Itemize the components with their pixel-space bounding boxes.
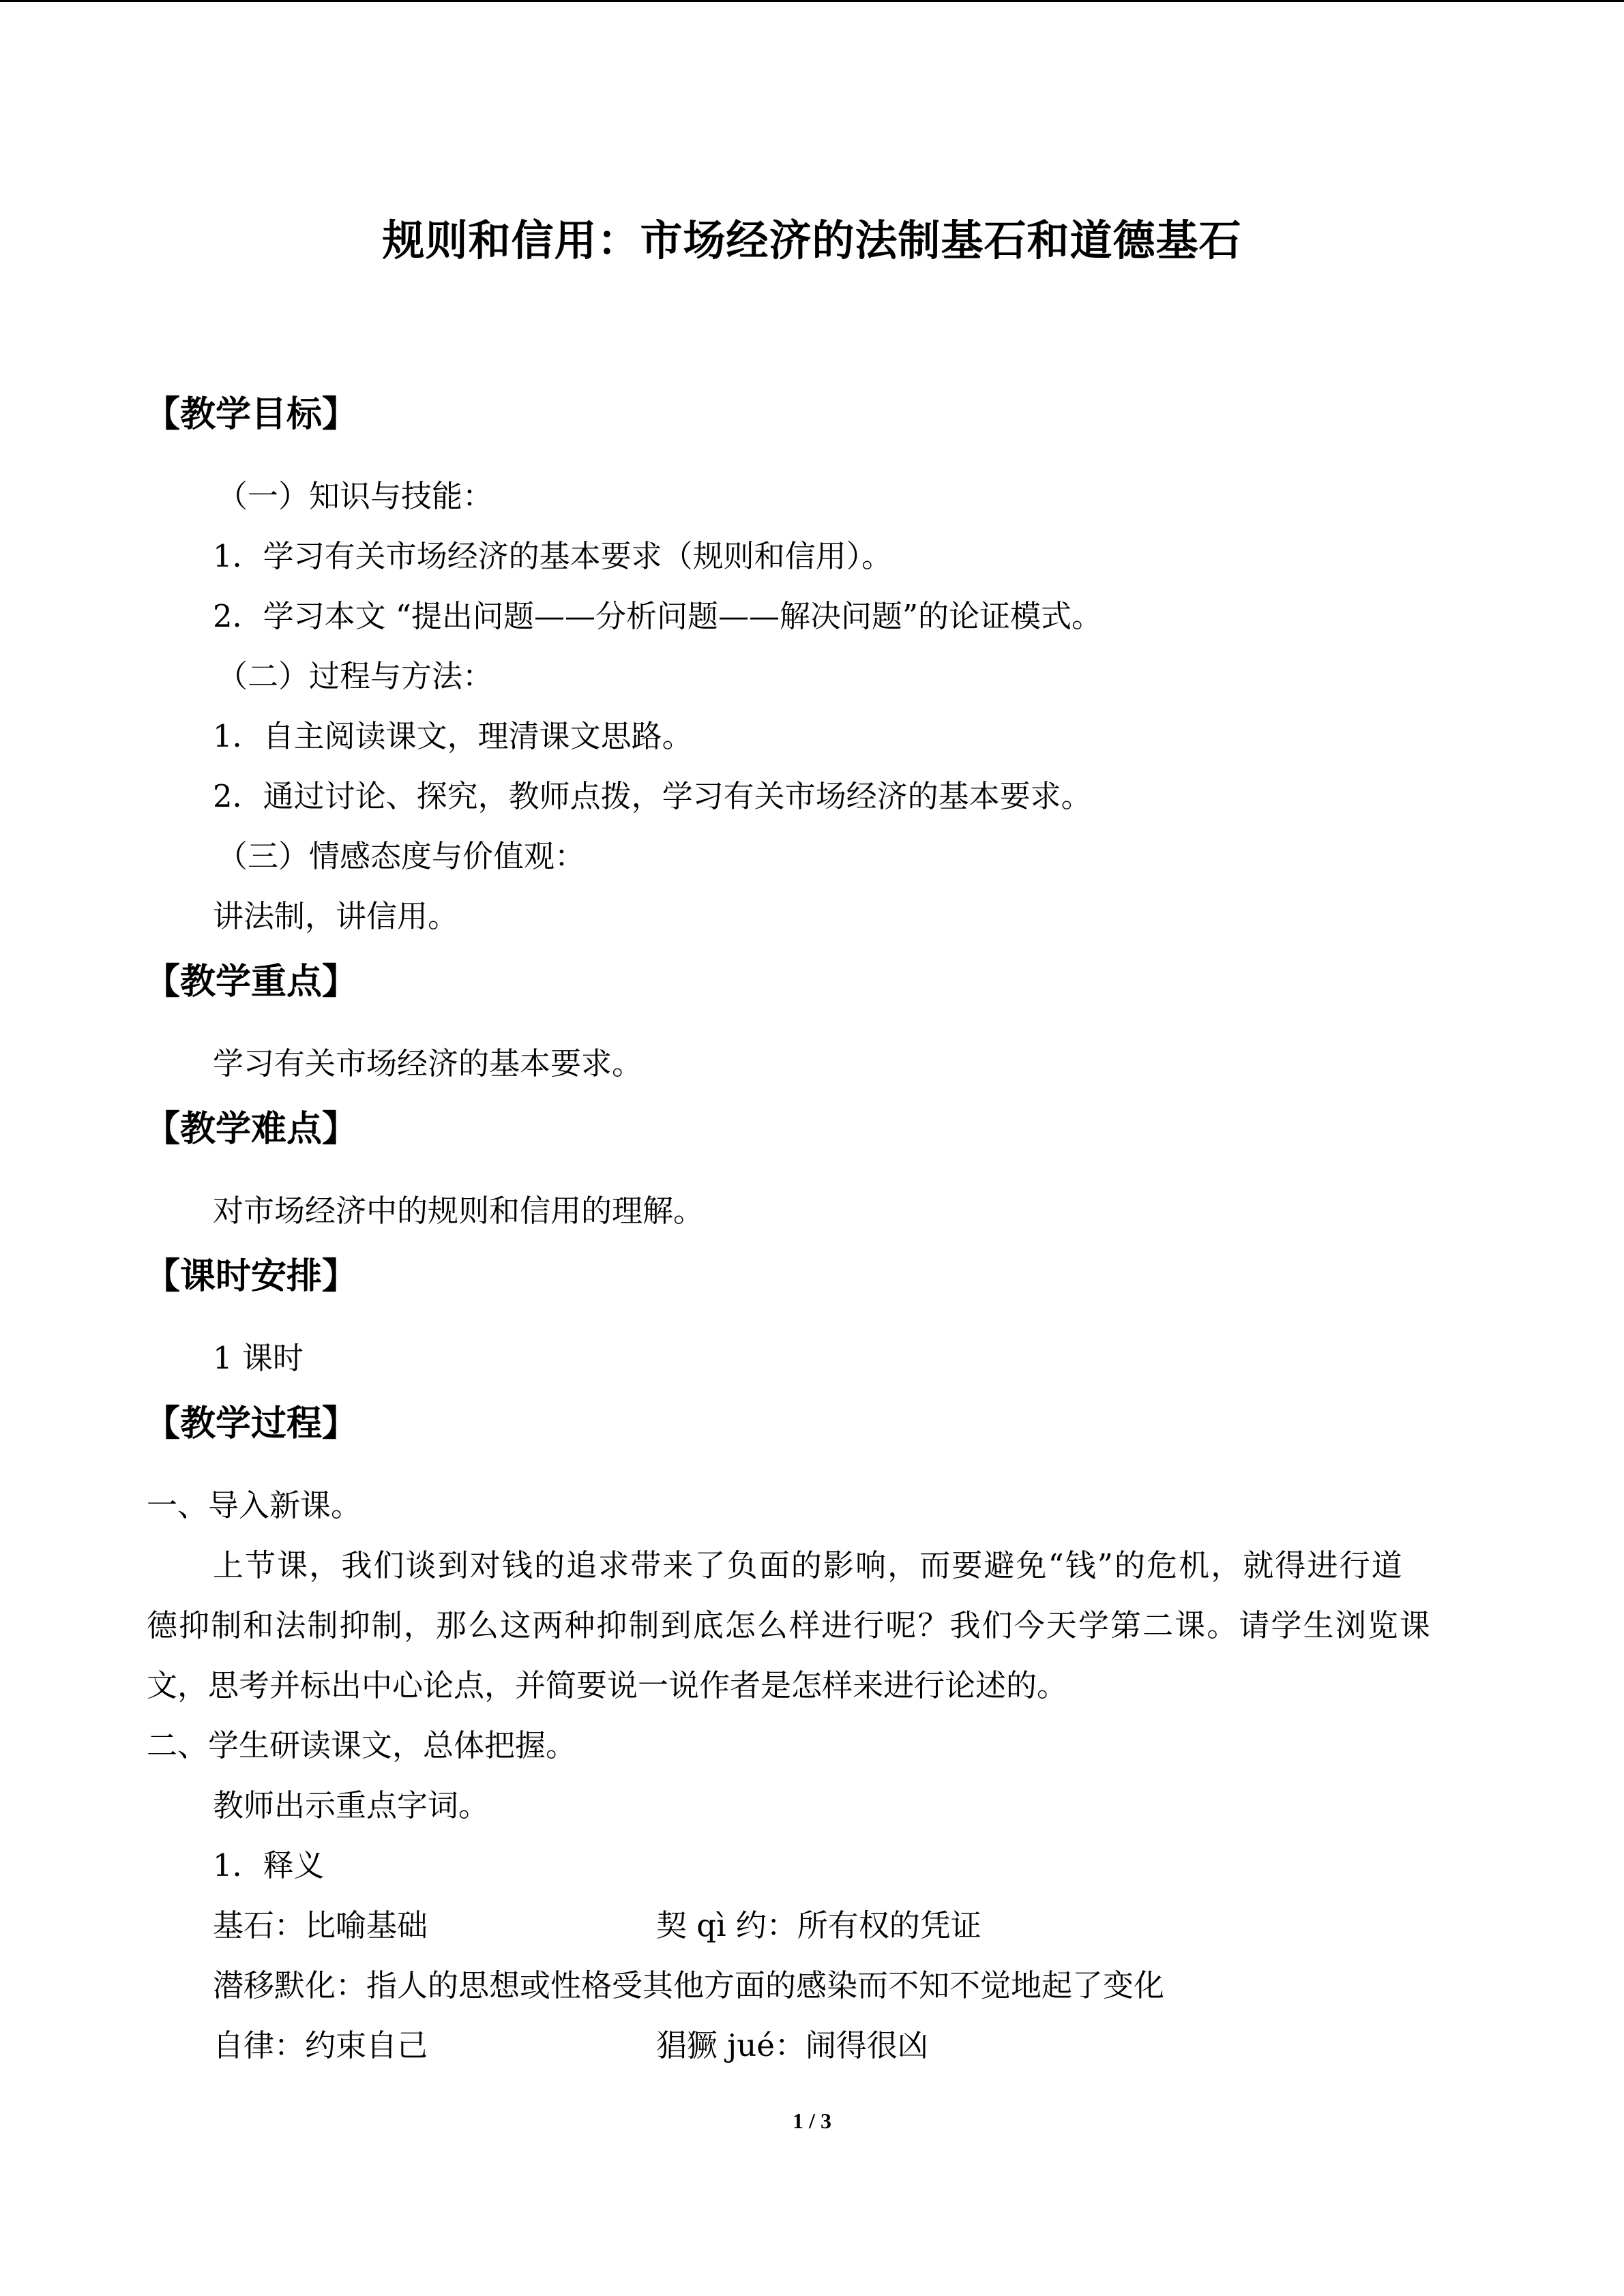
definition-item: 自律：约束自己: [213, 2027, 428, 2063]
objective-line: 讲法制，讲信用。: [213, 898, 459, 934]
intro-paragraph-line: 上节课，我们谈到对钱的追求带来了负面的影响，而要避免“钱”的危机，就得进行道: [213, 1547, 1404, 1583]
definition-item: 猖獗 jué：闹得很凶: [656, 2027, 928, 2063]
key-points-text: 学习有关市场经济的基本要求。: [213, 1045, 643, 1082]
objective-line: 2．通过讨论、探究，教师点拨，学习有关市场经济的基本要求。: [213, 778, 1092, 814]
process-step: 二、学生研读课文，总体把握。: [147, 1727, 577, 1763]
page-number: 1 / 3: [793, 2108, 831, 2133]
heading-key-points: 【教学重点】: [145, 961, 358, 1002]
objective-line: （三）情感态度与价值观：: [217, 838, 586, 874]
intro-paragraph-line: 德抑制和法制抑制，那么这两种抑制到底怎么样进行呢？我们今天学第二课。请学生浏览课: [147, 1607, 1432, 1643]
definition-item: 契 qì 约：所有权的凭证: [656, 1907, 981, 1943]
definitions-heading: 1．释义: [213, 1847, 325, 1883]
objective-line: 1．自主阅读课文，理清课文思路。: [213, 718, 693, 754]
heading-schedule: 【课时安排】: [145, 1256, 358, 1297]
difficulties-text: 对市场经济中的规则和信用的理解。: [213, 1193, 705, 1229]
heading-difficulties: 【教学难点】: [145, 1109, 358, 1150]
teacher-line: 教师出示重点字词。: [213, 1787, 490, 1823]
objective-line: 2．学习本文 “提出问题——分析问题——解决问题”的论证模式。: [213, 598, 1102, 634]
definition-item: 基石：比喻基础: [213, 1907, 428, 1943]
objective-line: （一）知识与技能：: [217, 478, 494, 514]
document-title: 规则和信用：市场经济的法制基石和道德基石: [382, 215, 1242, 265]
heading-objectives: 【教学目标】: [145, 394, 358, 435]
objective-line: （二）过程与方法：: [217, 658, 494, 694]
definition-item: 潜移默化：指人的思想或性格受其他方面的感染而不知不觉地起了变化: [213, 1967, 1165, 2003]
intro-paragraph-line: 文，思考并标出中心论点，并简要说一说作者是怎样来进行论述的。: [147, 1667, 1068, 1703]
schedule-text: 1 课时: [213, 1340, 304, 1376]
heading-process: 【教学过程】: [145, 1403, 358, 1444]
process-step: 一、导入新课。: [147, 1487, 362, 1523]
objective-line: 1．学习有关市场经济的基本要求（规则和信用）。: [213, 538, 893, 574]
